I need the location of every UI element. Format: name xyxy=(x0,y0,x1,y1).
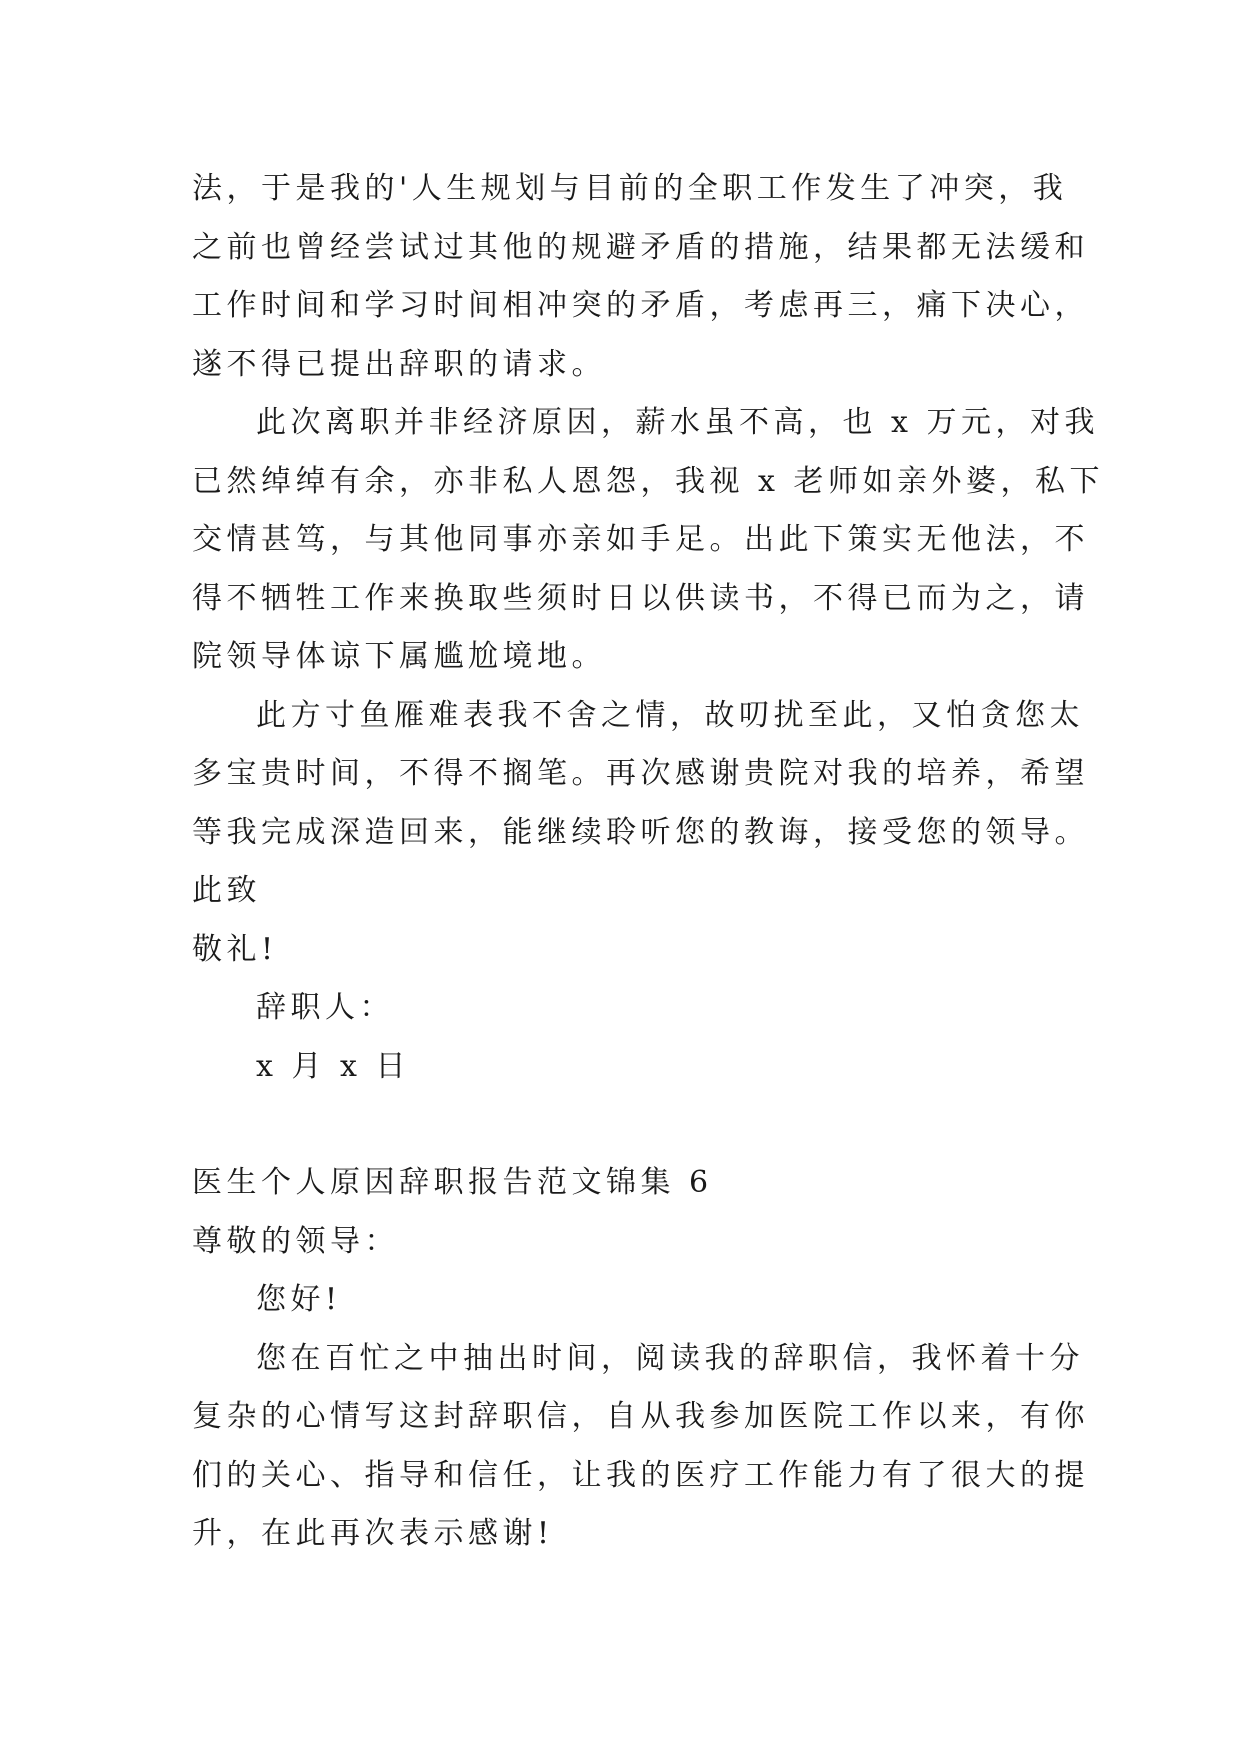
closing-salute: 敬礼! xyxy=(192,931,278,967)
signature-label: 辞职人： xyxy=(256,990,394,1025)
paragraph-line: 工作时间和学习时间相冲突的矛盾，考虑再三，痛下决心， xyxy=(192,288,1089,323)
section-title: 医生个人原因辞职报告范文锦集 6 xyxy=(192,1165,713,1200)
paragraph-line: 升，在此再次表示感谢! xyxy=(192,1516,554,1551)
paragraph-line: 多宝贵时间，不得不搁笔。再次感谢贵院对我的培养，希望 xyxy=(192,756,1089,791)
paragraph-line: 复杂的心情写这封辞职信，自从我参加医院工作以来，有你 xyxy=(192,1399,1089,1434)
paragraph-line: 院领导体谅下属尴尬境地。 xyxy=(192,639,606,674)
paragraph-line: 之前也曾经尝试过其他的规避矛盾的措施，结果都无法缓和 xyxy=(192,229,1089,265)
greeting: 您好! xyxy=(256,1282,342,1317)
closing-line: 此致 xyxy=(192,873,261,908)
document-page xyxy=(192,160,1104,1564)
paragraph-line: 此次离职并非经济原因，薪水虽不高，也 x 万元，对我 xyxy=(256,405,1099,440)
paragraph-line: 交情甚笃，与其他同事亦亲如手足。出此下策实无他法，不 xyxy=(192,522,1089,557)
salutation: 尊敬的领导： xyxy=(192,1223,399,1259)
paragraph-line: 此方寸鱼雁难表我不舍之情，故叨扰至此，又怕贪您太 xyxy=(256,697,1084,733)
paragraph-line: 遂不得已提出辞职的请求。 xyxy=(192,346,606,382)
paragraph-line: 等我完成深造回来，能继续聆听您的教诲，接受您的领导。 xyxy=(192,814,1089,850)
paragraph-line: 们的关心、指导和信任，让我的医疗工作能力有了很大的提 xyxy=(192,1457,1089,1493)
section-gap xyxy=(192,1096,1072,1154)
paragraph-line: 您在百忙之中抽出时间，阅读我的辞职信，我怀着十分 xyxy=(256,1340,1084,1376)
paragraph-line: 法，于是我的'人生规划与目前的全职工作发生了冲突，我 xyxy=(192,171,1068,206)
signature-date: x 月 x 日 xyxy=(256,1048,410,1084)
paragraph-line: 得不牺牲工作来换取些须时日以供读书，不得已而为之，请 xyxy=(192,580,1089,616)
paragraph-line: 已然绰绰有余，亦非私人恩怨，我视 x 老师如亲外婆，私下 xyxy=(192,463,1104,499)
